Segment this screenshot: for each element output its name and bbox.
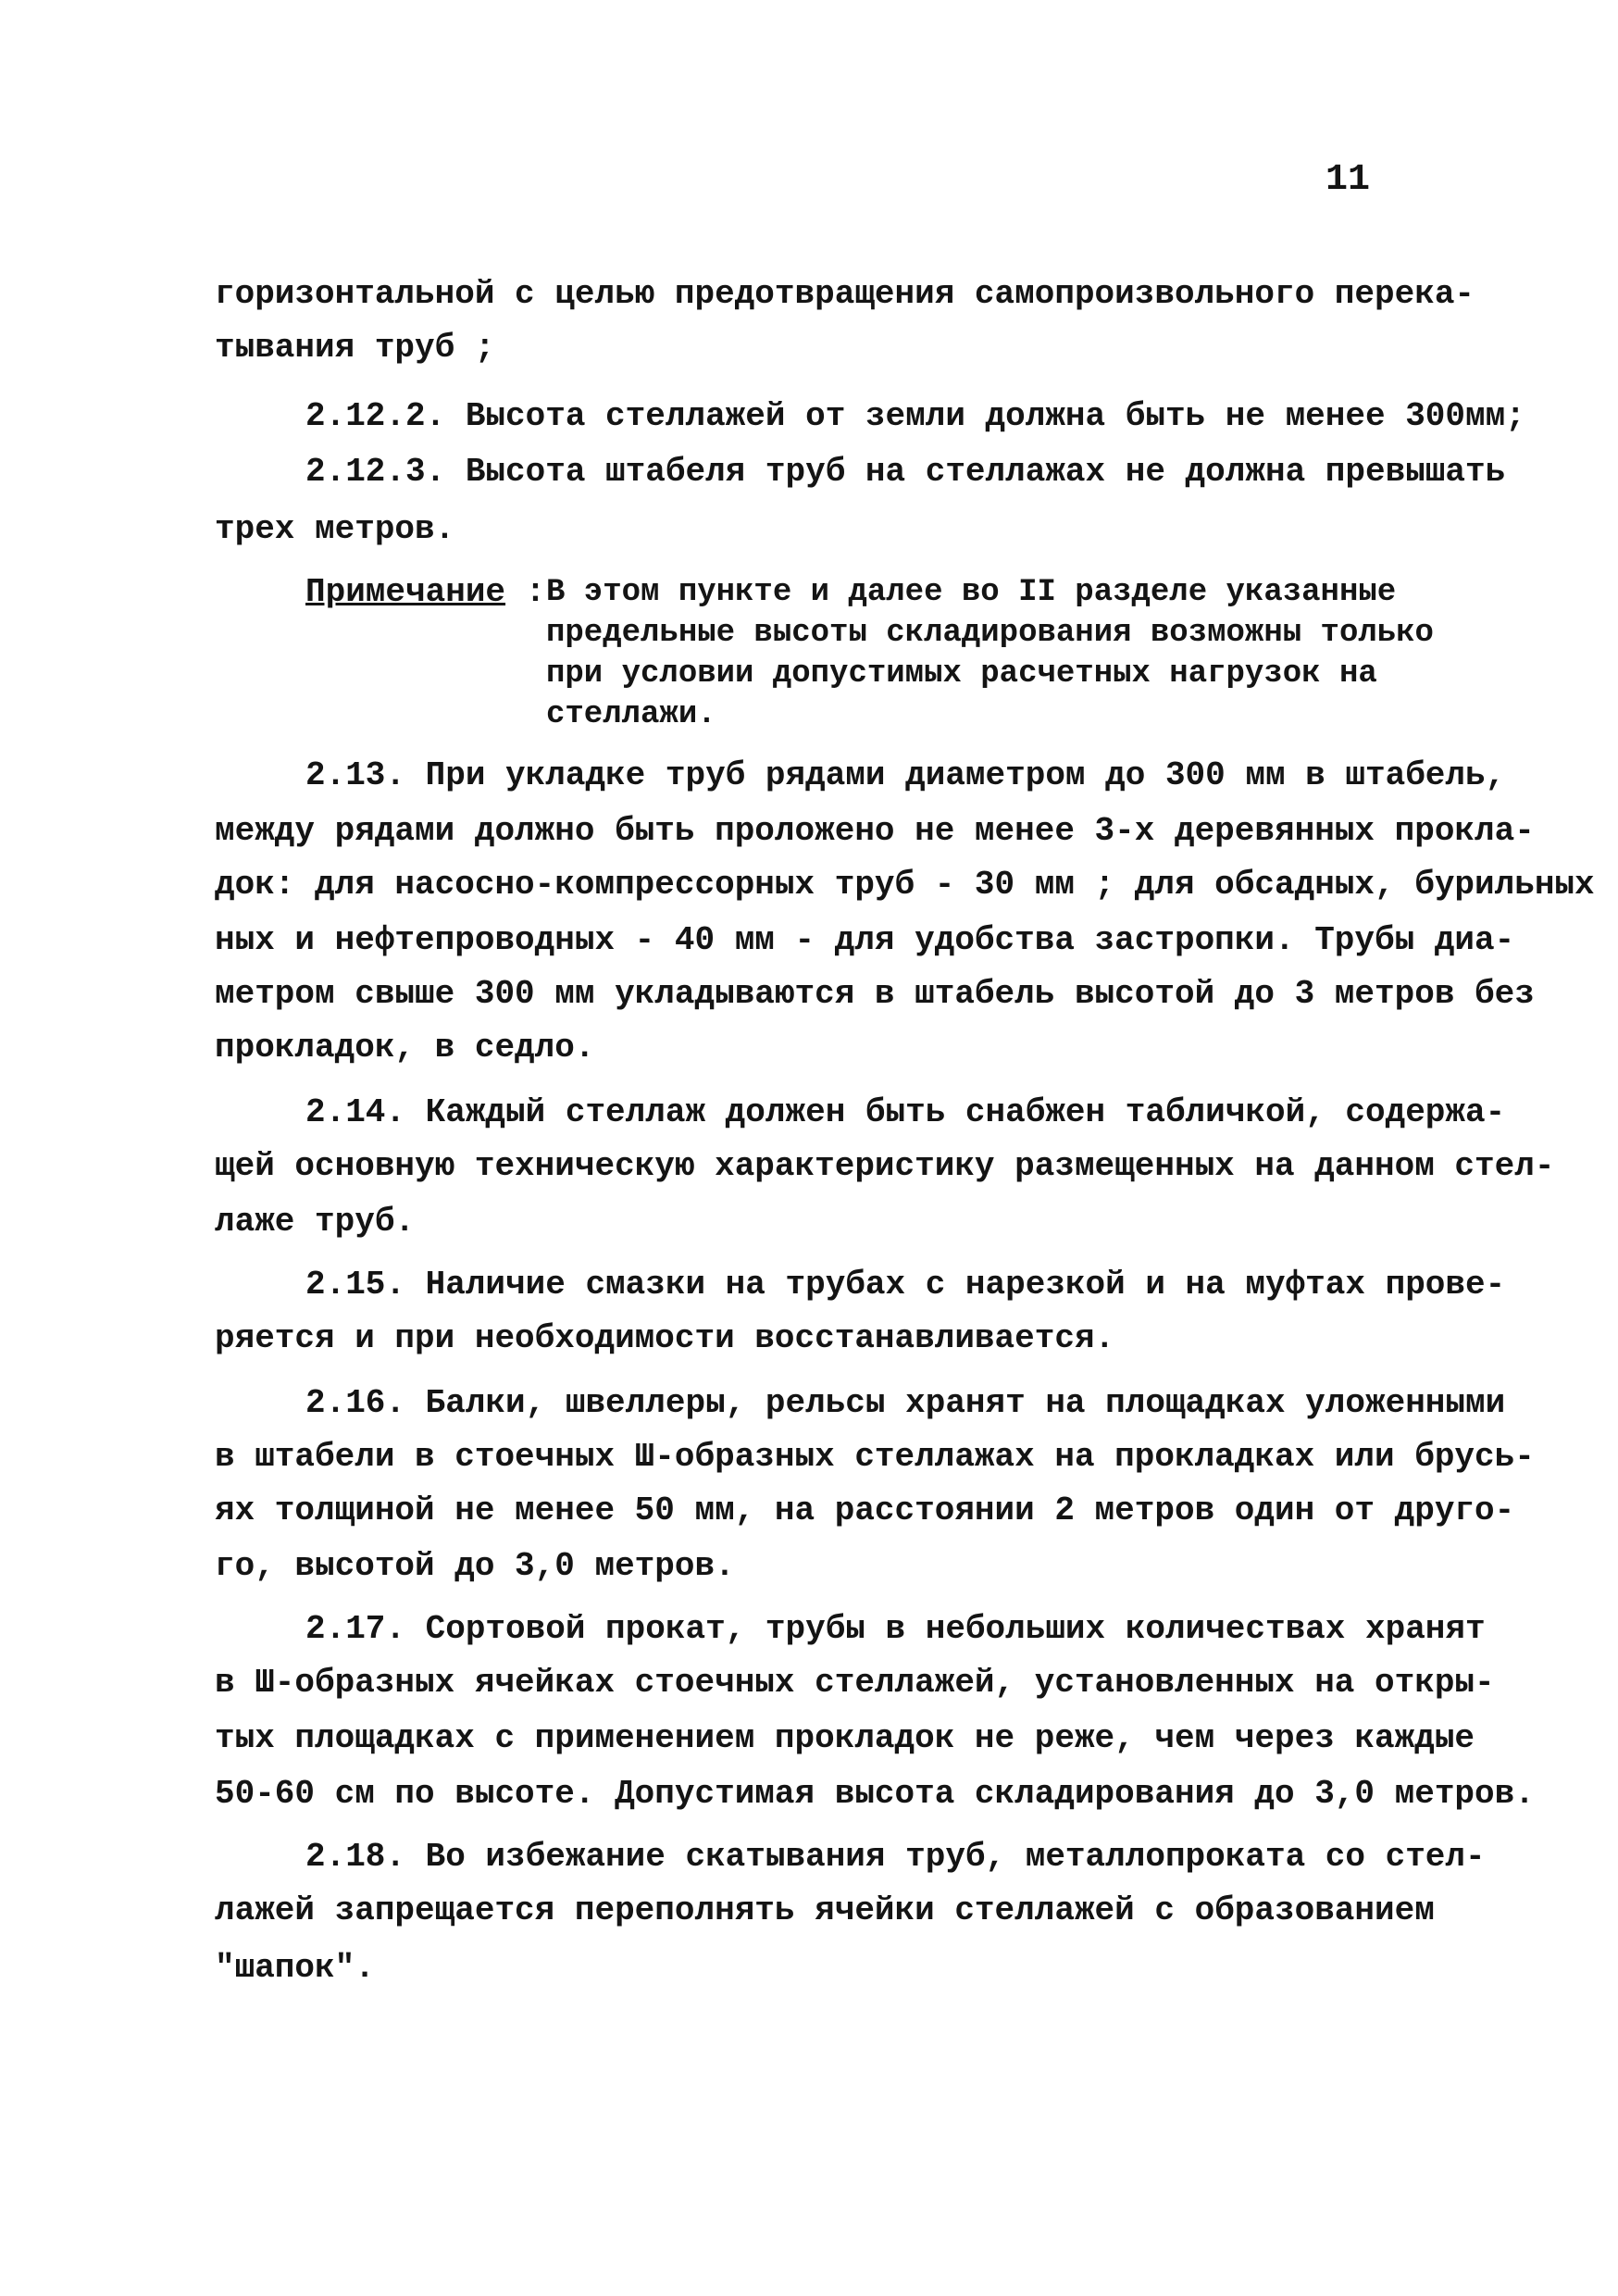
text-line: 2.12.2. Высота стеллажей от земли должна быть не менее 300мм; [305, 397, 1525, 435]
text-line: в штабели в стоечных Ш-образных стеллажах на прокладках или брусь- [215, 1438, 1535, 1476]
note-line: предельные высоты складирования возможны только [546, 616, 1434, 651]
text-line: ях толщиной не менее 50 мм, на расстоянии 2 метров один от друго- [215, 1491, 1515, 1529]
text-line: док: для насосно-компрессорных труб - 30 мм ; для обсадных, бурильных [215, 866, 1595, 904]
note-separator: : [505, 573, 546, 611]
note-label-text: Примечание [305, 573, 506, 611]
text-line: щей основную техническую характеристику размещенных на данном стел- [215, 1147, 1555, 1185]
note-line: при условии допустимых расчетных нагрузок на [546, 656, 1377, 692]
text-line: прокладок, в седло. [215, 1029, 595, 1067]
text-line: 2.12.3. Высота штабеля труб на стеллажах не должна превышать [305, 453, 1506, 491]
text-line: го, высотой до 3,0 метров. [215, 1547, 735, 1585]
text-line: трех метров. [215, 510, 455, 548]
text-line: 2.13. При укладке труб рядами диаметром до 300 мм в штабель, [305, 756, 1506, 794]
text-line: тых площадках с применением прокладок не реже, чем через каждые [215, 1719, 1475, 1757]
text-line: "шапок". [215, 1949, 375, 1987]
text-line: 2.14. Каждый стеллаж должен быть снабжен табличкой, содержа- [305, 1093, 1506, 1131]
text-line: 2.16. Балки, швеллеры, рельсы хранят на площадках уложенными [305, 1384, 1506, 1422]
text-line: лажей запрещается переполнять ячейки стеллажей с образованием [215, 1891, 1435, 1929]
note-line: стеллажи. [546, 697, 716, 732]
text-line: ных и нефтепроводных - 40 мм - для удобства застропки. Трубы диа- [215, 921, 1515, 959]
text-line: между рядами должно быть проложено не менее 3-х деревянных прокла- [215, 812, 1535, 850]
text-line: горизонтальной с целью предотвращения самопроизвольного перека- [215, 275, 1475, 313]
note-line: В этом пункте и далее во II разделе указанные [546, 575, 1397, 610]
text-line: 2.17. Сортовой прокат, трубы в небольших количествах хранят [305, 1610, 1486, 1648]
text-line: ряется и при необходимости восстанавливается. [215, 1319, 1115, 1357]
text-line: 2.18. Во избежание скатывания труб, металлопроката со стел- [305, 1838, 1486, 1876]
text-line: в Ш-образных ячейках стоечных стеллажей, установленных на откры- [215, 1664, 1495, 1702]
text-line: лаже труб. [215, 1203, 416, 1241]
text-line: тывания труб ; [215, 329, 495, 367]
note-label [305, 572, 545, 613]
page-number: 11 [1326, 159, 1371, 201]
text-line: метром свыше 300 мм укладываются в штабель высотой до 3 метров без [215, 975, 1535, 1013]
text-line: 2.15. Наличие смазки на трубах с нарезкой и на муфтах прове- [305, 1266, 1506, 1304]
text-line: 50-60 см по высоте. Допустимая высота складирования до 3,0 метров. [215, 1775, 1535, 1813]
